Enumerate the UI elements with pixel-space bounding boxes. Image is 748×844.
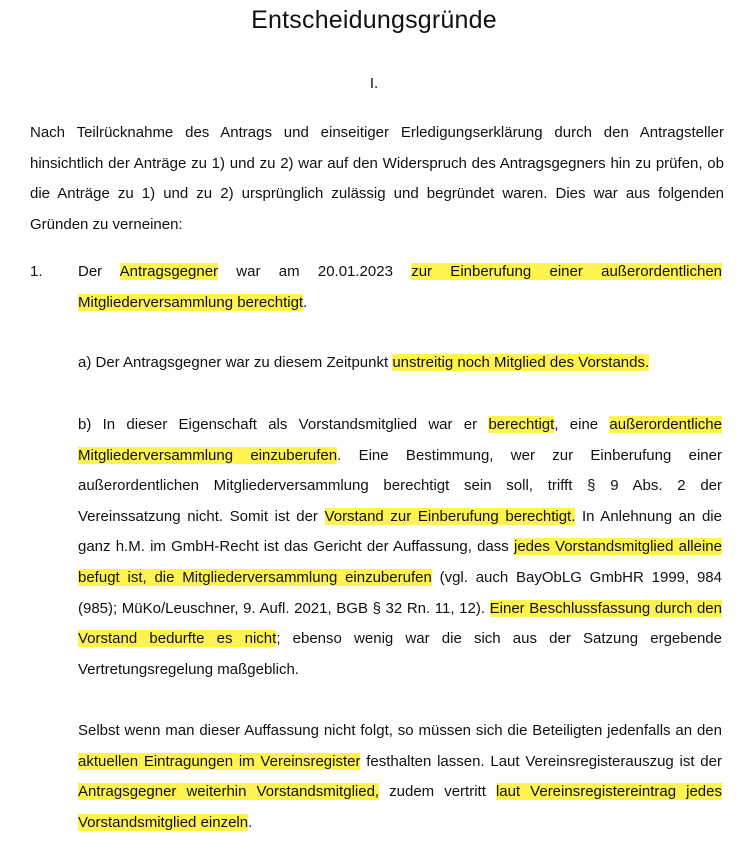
item-number: 1.: [30, 263, 43, 280]
highlighted-text: zur Einberufung einer außerordentlichen Mitgliederversammlung berechtigt: [78, 263, 723, 311]
item-1-statement: [78, 257, 722, 318]
highlighted-text: Einer Beschlussfassung durch den Vorstand bedurfte es nicht: [78, 599, 722, 648]
text-run: festhalten lassen. Laut Vereinsregisterauszug ist der: [360, 752, 722, 770]
highlighted-text: außerordentliche Mitgliederversammlung einzuberufen: [78, 416, 722, 464]
intro-text: Nach Teilrücknahme des Antrags und einseitiger Erledigungserklärung durch den Antragsteller hinsichtlich der Anträge zu 1) und zu 2) war auf den Widerspruch des Antragsgegners hin zu prüfen, ob die Anträge zu 1) und zu 2) ursprünglich zulässig und begründet waren. Dies war aus folgenden Gründen zu verneinen:: [30, 124, 724, 233]
text-run: b) In dieser Eigenschaft als Vorstandsmitglied war er: [78, 416, 489, 433]
highlighted-text: Antragsgegner weiterhin Vorstandsmitglied,: [78, 783, 380, 801]
section-numeral: I.: [369, 75, 379, 92]
intro-paragraph: [30, 118, 724, 240]
text-run: ; ebenso wenig war die sich aus der Satzung ergebende Vertretungsregelung maßgeblich.: [78, 630, 722, 678]
text-run: .: [303, 293, 308, 311]
text-run: zudem vertritt: [379, 783, 496, 801]
highlighted-text: aktuellen Eintragungen im Vereinsregister: [78, 752, 361, 770]
highlighted-text: unstreitig noch Mitglied des Vorstands.: [392, 354, 650, 371]
text-run: .: [248, 813, 253, 831]
text-run: Selbst wenn man dieser Auffassung nicht folgt, so müssen sich die Beteiligten jedenfalls an den: [78, 722, 722, 739]
highlighted-text: jedes Vorstandsmitglied alleine befugt ist, die Mitgliederversammlung einzuberufen: [78, 538, 722, 586]
text-run: In Anlehnung an die ganz h.M. im GmbH-Recht ist das Gericht der Auffassung, dass: [78, 507, 722, 556]
text-run: Der: [78, 263, 120, 280]
highlighted-text: laut Vereinsregistereintrag jedes Vorstandsmitglied einzeln: [78, 783, 722, 831]
highlighted-text: berechtigt: [488, 416, 555, 433]
paragraph-c: [78, 716, 722, 838]
paragraph-b: [78, 410, 722, 685]
text-run: . Eine Bestimmung, wer zur Einberufung einer außerordentlichen Mitgliederversammlung berechtigt sein soll, trifft § 9 Abs. 2 der Vereinssatzung nicht. Somit ist der: [78, 446, 722, 525]
paragraph-a: [78, 348, 722, 379]
text-run: , eine: [554, 416, 610, 433]
highlighted-text: Antragsgegner: [119, 263, 219, 280]
text-run: a) Der Antragsgegner war zu diesem Zeitpunkt: [78, 354, 393, 371]
highlighted-text: Vorstand zur Einberufung berechtigt.: [324, 507, 576, 525]
document-title: Entscheidungsgründe: [251, 6, 497, 34]
text-run: (vgl. auch BayObLG GmbHR 1999, 984 (985); MüKo/Leuschner, 9. Aufl. 2021, BGB § 32 Rn. 11, 12).: [78, 568, 722, 617]
text-run: war am 20.01.2023: [218, 263, 412, 280]
